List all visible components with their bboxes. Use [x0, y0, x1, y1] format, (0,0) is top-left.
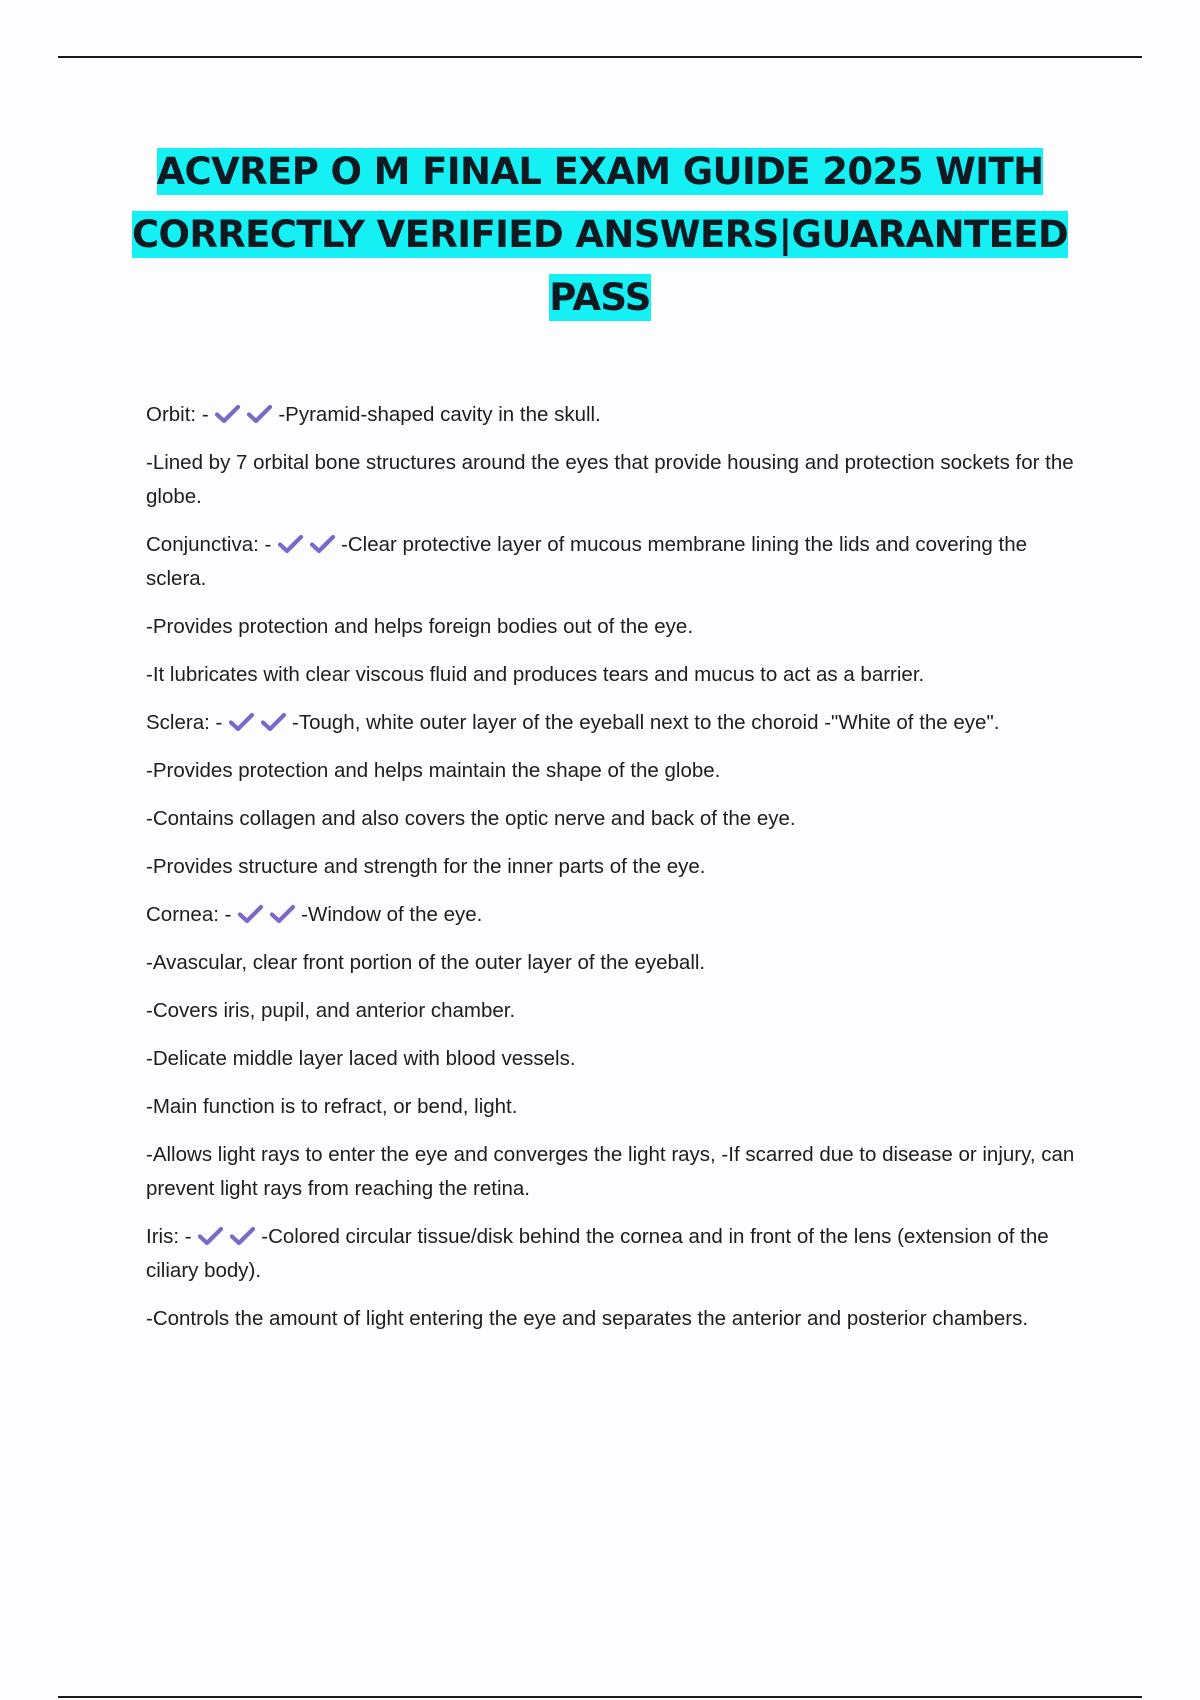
definition-line [146, 1090, 1092, 1124]
bottom-rule [58, 1696, 1142, 1698]
check-icon [228, 712, 255, 732]
check-icon [214, 404, 241, 424]
check-icon [277, 534, 304, 554]
check-icon [260, 712, 287, 732]
definition-line [146, 610, 1092, 644]
document-body [146, 398, 1092, 1350]
check-icon [269, 904, 296, 924]
definition-line [146, 754, 1092, 788]
term-entry [146, 398, 1092, 432]
term-label: Sclera: - [146, 711, 223, 734]
definition-text: -Provides protection and helps foreign bodies out of the eye. [146, 615, 694, 638]
definition-line [146, 1042, 1092, 1076]
check-icon [237, 904, 264, 924]
definition-line [146, 994, 1092, 1028]
definition-text: -Clear protective layer of mucous membrane lining the lids and covering the sclera. [146, 533, 1027, 590]
definition-line [146, 1138, 1092, 1206]
term-entry [146, 1220, 1092, 1288]
term-entry [146, 706, 1092, 740]
definition-text: -Provides protection and helps maintain the shape of the globe. [146, 759, 721, 782]
top-rule [58, 56, 1142, 58]
document-title: ACVREP O M FINAL EXAM GUIDE 2025 WITH CORRECTLY VERIFIED ANSWERS|GUARANTEED PASS [131, 150, 1069, 319]
definition-text: -Contains collagen and also covers the optic nerve and back of the eye. [146, 807, 796, 830]
definition-text: -Tough, white outer layer of the eyeball next to the choroid -"White of the eye". [292, 711, 1000, 734]
check-icon [246, 404, 273, 424]
definition-text: -Provides structure and strength for the inner parts of the eye. [146, 855, 706, 878]
term-label: Orbit: - [146, 403, 209, 426]
definition-line [146, 658, 1092, 692]
definition-line [146, 946, 1092, 980]
definition-text: -It lubricates with clear viscous fluid and produces tears and mucus to act as a barrier. [146, 663, 925, 686]
definition-text: -Delicate middle layer laced with blood vessels. [146, 1047, 576, 1070]
definition-line [146, 850, 1092, 884]
term-entry [146, 898, 1092, 932]
definition-text: -Avascular, clear front portion of the outer layer of the eyeball. [146, 951, 706, 974]
check-icon [229, 1226, 256, 1246]
term-label: Conjunctiva: - [146, 533, 272, 556]
definition-text: -Allows light rays to enter the eye and converges the light rays, -If scarred due to disease or injury, can prevent light rays from reaching the retina. [146, 1143, 1075, 1200]
term-label: Iris: - [146, 1225, 192, 1248]
definition-text: -Controls the amount of light entering the eye and separates the anterior and posterior chambers. [146, 1307, 1029, 1330]
definition-text: -Colored circular tissue/disk behind the cornea and in front of the lens (extension of the ciliary body). [146, 1225, 1049, 1282]
definition-text: -Main function is to refract, or bend, light. [146, 1095, 518, 1118]
definition-text: -Lined by 7 orbital bone structures around the eyes that provide housing and protection sockets for the globe. [146, 451, 1074, 508]
definition-line [146, 446, 1092, 514]
definition-line [146, 802, 1092, 836]
definition-text: -Pyramid-shaped cavity in the skull. [278, 403, 601, 426]
term-entry [146, 528, 1092, 596]
term-label: Cornea: - [146, 903, 232, 926]
definition-line [146, 1302, 1092, 1336]
title-block [100, 140, 1100, 329]
definition-text: -Covers iris, pupil, and anterior chamber. [146, 999, 516, 1022]
definition-text: -Window of the eye. [301, 903, 483, 926]
check-icon [309, 534, 336, 554]
check-icon [197, 1226, 224, 1246]
